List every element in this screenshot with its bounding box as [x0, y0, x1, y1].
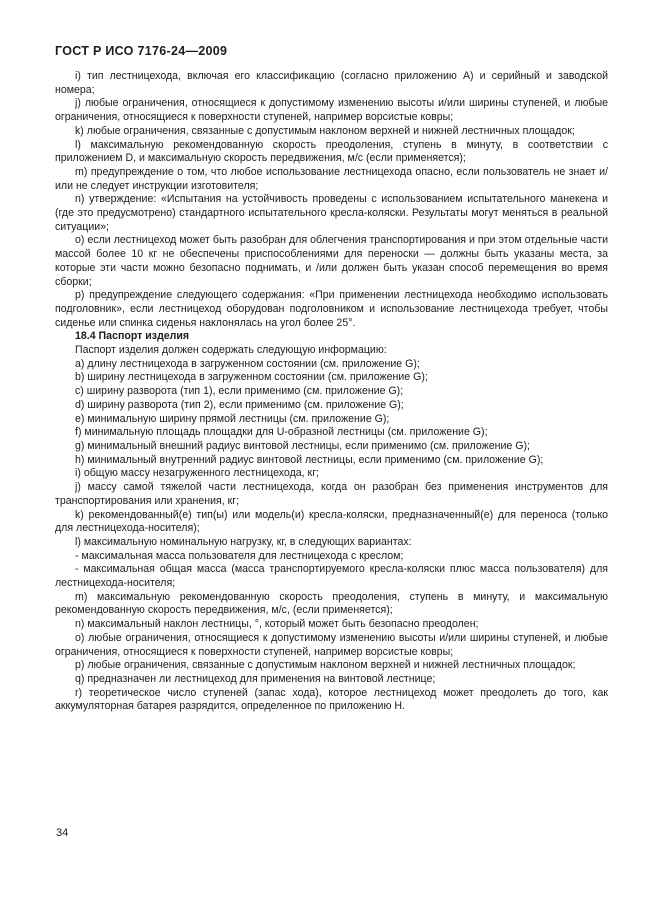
paragraph: - максимальная общая масса (масса транспортируемого кресла-коляски плюс масса пользователя) для лестницехода-носителя;	[55, 563, 608, 590]
section-heading: 18.4 Паспорт изделия	[75, 330, 190, 343]
page-number: 34	[56, 827, 69, 839]
paragraph: j) любые ограничения, относящиеся к допустимому изменению высоты и/или ширины ступеней, и любые ограничения, относящиеся к поверхности ступеней, например ворсистые ковры;	[55, 97, 608, 124]
paragraph: g) минимальный внешний радиус винтовой лестницы, если применимо (см. приложение G);	[75, 439, 530, 452]
paragraph: n) максимальный наклон лестницы, °, который может быть безопасно преодолен;	[75, 618, 479, 631]
paragraph: i) общую массу незагруженного лестницехода, кг;	[75, 467, 319, 480]
paragraph: l) максимальную рекомендованную скорость преодоления, ступень в минуту, в соответствии с приложением D, и максимальную скорость передвижения, м/с (если применяется);	[55, 138, 608, 165]
paragraph: h) минимальный внутренний радиус винтовой лестницы, если применимо (см. приложение G);	[75, 453, 544, 466]
paragraph: m) предупреждение о том, что любое использование лестницехода опасно, если пользователь не знает и/или не следует инструкции изготовителя;	[55, 165, 608, 192]
paragraph: q) предназначен ли лестницеход для применения на винтовой лестнице;	[75, 672, 436, 685]
paragraph: p) любые ограничения, связанные с допустимым наклоном верхней и нижней лестничных площадок;	[75, 659, 576, 672]
paragraph: k) любые ограничения, связанные с допустимым наклоном верхней и нижней лестничных площадок;	[75, 124, 575, 137]
paragraph: n) утверждение: «Испытания на устойчивость проведены с использованием испытательного манекена и (где это предусмотрено) стандартного испытательного кресла-коляски. Результаты могут меняться в реальной ситуации»;	[55, 193, 608, 233]
paragraph: k) рекомендованный(е) тип(ы) или модель(и) кресла-коляски, предназначенный(е) для переноса (только для лестницехода-носителя);	[55, 508, 608, 535]
paragraph: j) массу самой тяжелой части лестницехода, когда он разобран без применения инструментов для транспортирования или хранения, кг;	[55, 481, 608, 507]
paragraph: Паспорт изделия должен содержать следующую информацию:	[75, 344, 387, 357]
paragraph: p) предупреждение следующего содержания: «При применении лестницехода необходимо использовать подголовник», если лестницеход оборудован подголовником и использование лестницехода требует, чтобы сиденье или спинка сиденья наклонялась на угол более 25°.	[55, 289, 608, 329]
paragraph: c) ширину разворота (тип 1), если применимо (см. приложение G);	[75, 385, 404, 398]
paragraph: l) максимальную номинальную нагрузку, кг, в следующих вариантах:	[75, 535, 412, 548]
paragraph: e) минимальную ширину прямой лестницы (см. приложение G);	[75, 412, 390, 425]
paragraph: i) тип лестницехода, включая его классификацию (согласно приложению А) и серийный и заводской номера;	[55, 70, 608, 96]
paragraph: - максимальная масса пользователя для лестницехода с креслом;	[75, 549, 404, 562]
paragraph: o) если лестницеход может быть разобран для облегчения транспортирования и при этом отдельные части массой более 10 кг не обеспечены приспособлениями для переноски — должны быть указаны места, за которые эти части можно безопасно поднимать, и /или должен быть указан способ перемещения во время сборки;	[55, 234, 608, 288]
paragraph: f) минимальную площадь площадки для U-образной лестницы (см. приложение G);	[75, 426, 488, 439]
paragraph: b) ширину лестницехода в загруженном состоянии (см. приложение G);	[75, 371, 428, 384]
paragraph: d) ширину разворота (тип 2), если применимо (см. приложение G);	[75, 398, 404, 411]
standard-number-header: ГОСТ Р ИСО 7176-24—2009	[55, 44, 228, 58]
document-body	[55, 70, 608, 714]
paragraph: a) длину лестницехода в загруженном состоянии (см. приложение G);	[75, 357, 420, 370]
paragraph: r) теоретическое число ступеней (запас хода), которое лестницеход может преодолеть до того, как аккумуляторная батарея разрядится, определенное по приложению Н.	[55, 686, 608, 713]
paragraph: o) любые ограничения, относящиеся к допустимому изменению высоты и/или ширины ступеней, и любые ограничения, относящиеся к поверхности ступеней, например ворсистые ковры;	[55, 631, 608, 658]
paragraph: m) максимальную рекомендованную скорость преодоления, ступень в минуту, и максимальную рекомендованную скорость передвижения, м/с, (если применяется);	[55, 590, 608, 617]
